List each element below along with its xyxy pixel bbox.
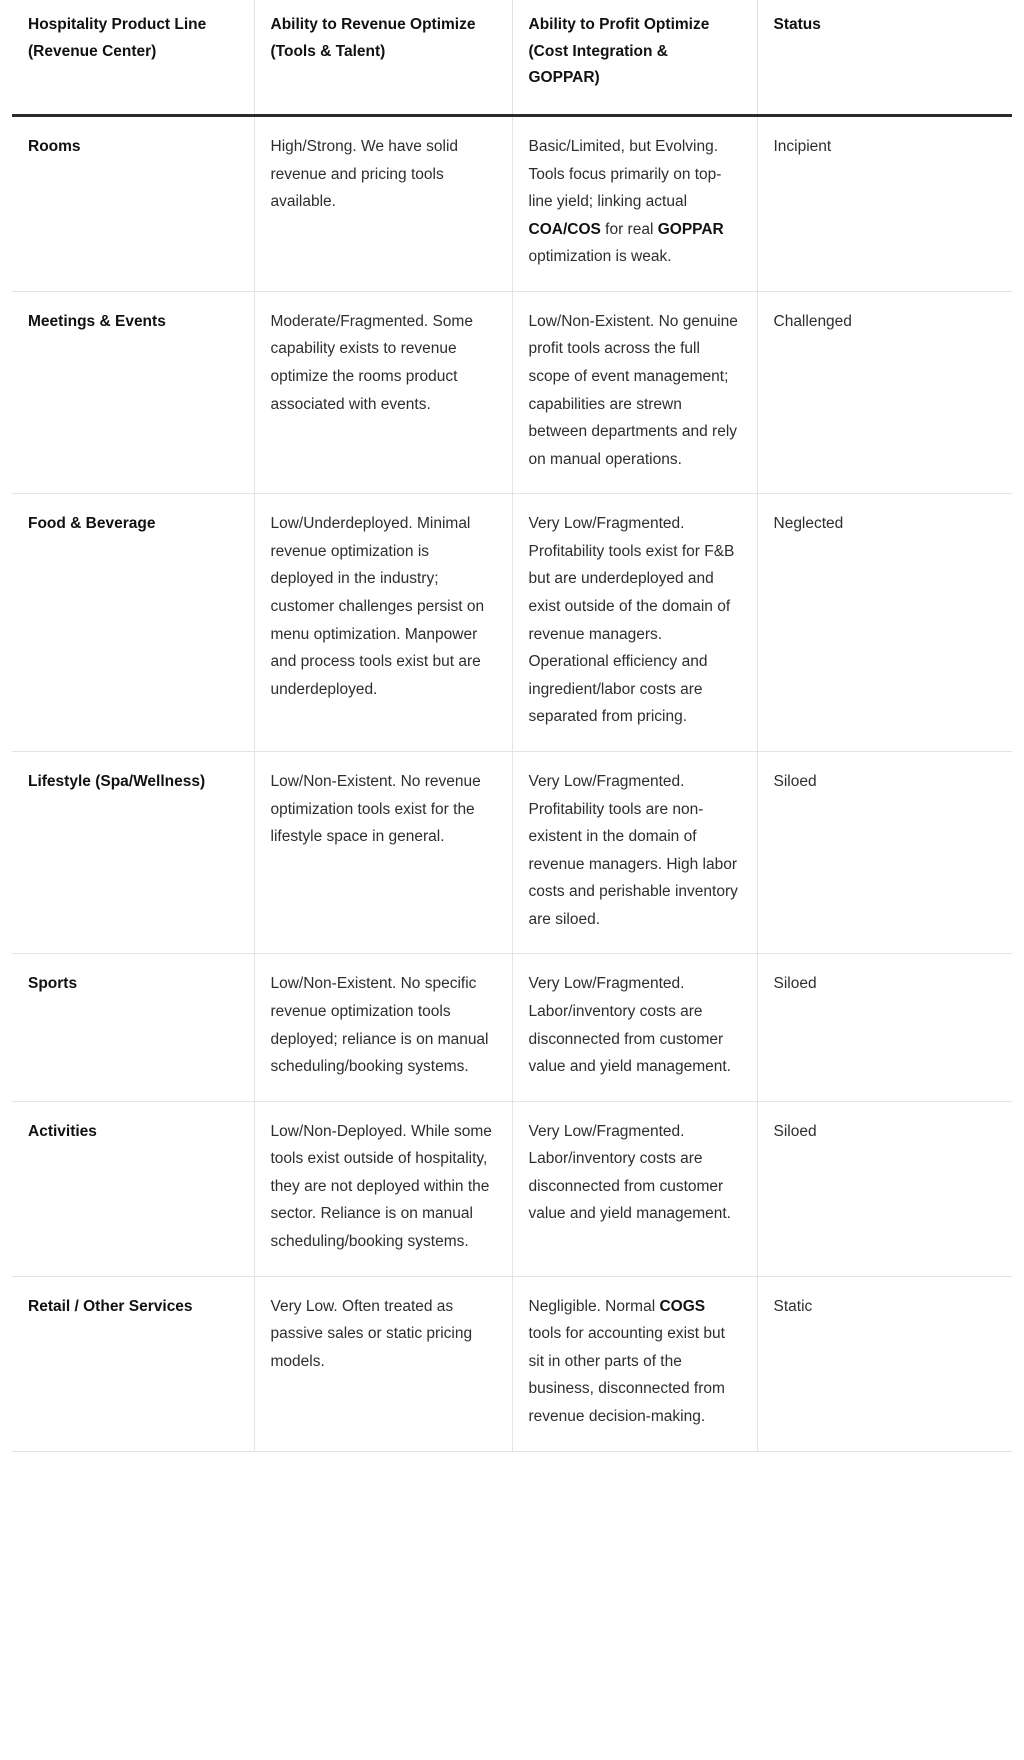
body-text: Low/Non-Existent. No genuine profit tools across the full scope of event management; capabilities are strewn between departments and rely on manual operations. [528, 312, 738, 468]
cell-product-line: Food & Beverage [12, 494, 254, 752]
cell-revenue-optimize: Very Low. Often treated as passive sales or static pricing models. [254, 1276, 512, 1451]
cell-revenue-optimize: Low/Non-Deployed. While some tools exist outside of hospitality, they are not deployed within the sector. Reliance is on manual scheduling/booking systems. [254, 1101, 512, 1276]
table-row [12, 115, 1012, 291]
body-text: Basic/Limited, but Evolving. Tools focus primarily on top-line yield; linking actual [528, 137, 722, 211]
emphasis-term: COA/COS [528, 220, 601, 238]
table-header [12, 0, 1012, 115]
cell-profit-optimize [512, 291, 757, 493]
cell-profit-optimize [512, 1101, 757, 1276]
optimization-capability-table [12, 0, 1012, 1452]
emphasis-term: COGS [659, 1297, 706, 1315]
table-row [12, 954, 1012, 1101]
table-row [12, 291, 1012, 493]
cell-revenue-optimize: Moderate/Fragmented. Some capability exists to revenue optimize the rooms product associated with events. [254, 291, 512, 493]
body-text: Very Low/Fragmented. Profitability tools are non-existent in the domain of revenue managers. High labor costs and perishable inventory are siloed. [528, 772, 738, 928]
cell-product-line: Rooms [12, 115, 254, 291]
status-badge: Incipient [757, 115, 1012, 291]
column-header-product-line: Hospitality Product Line (Revenue Center) [12, 0, 254, 115]
cell-profit-optimize [512, 494, 757, 752]
cell-revenue-optimize: Low/Non-Existent. No specific revenue optimization tools deployed; reliance is on manual scheduling/booking systems. [254, 954, 512, 1101]
column-header-profit-optimize: Ability to Profit Optimize (Cost Integration & GOPPAR) [512, 0, 757, 115]
table-row [12, 1101, 1012, 1276]
status-badge: Siloed [757, 954, 1012, 1101]
status-badge: Siloed [757, 1101, 1012, 1276]
cell-product-line: Retail / Other Services [12, 1276, 254, 1451]
cell-revenue-optimize: Low/Non-Existent. No revenue optimization tools exist for the lifestyle space in general. [254, 751, 512, 953]
body-text: Very Low/Fragmented. Labor/inventory costs are disconnected from customer value and yield management. [528, 975, 731, 1076]
body-text: Very Low/Fragmented. Profitability tools exist for F&B but are underdeployed and exist outside of the domain of revenue managers. Operational efficiency and ingredient/labor costs are separated from pricing. [528, 515, 735, 726]
cell-product-line: Sports [12, 954, 254, 1101]
status-badge: Challenged [757, 291, 1012, 493]
body-text: for real [600, 220, 658, 238]
body-text: Negligible. Normal [528, 1297, 660, 1315]
cell-product-line: Meetings & Events [12, 291, 254, 493]
cell-product-line: Activities [12, 1101, 254, 1276]
table-row [12, 494, 1012, 752]
emphasis-term: GOPPAR [657, 220, 724, 238]
status-badge: Static [757, 1276, 1012, 1451]
body-text: tools for accounting exist but sit in other parts of the business, disconnected from revenue decision-making. [528, 1325, 725, 1425]
cell-profit-optimize [512, 1276, 757, 1451]
cell-profit-optimize [512, 954, 757, 1101]
cell-revenue-optimize: High/Strong. We have solid revenue and pricing tools available. [254, 115, 512, 291]
table-header-row [12, 0, 1012, 115]
body-text: Very Low/Fragmented. Labor/inventory costs are disconnected from customer value and yield management. [528, 1122, 731, 1223]
cell-revenue-optimize: Low/Underdeployed. Minimal revenue optimization is deployed in the industry; customer challenges persist on menu optimization. Manpower and process tools exist but are underdeployed. [254, 494, 512, 752]
cell-product-line: Lifestyle (Spa/Wellness) [12, 751, 254, 953]
column-header-revenue-optimize: Ability to Revenue Optimize (Tools & Talent) [254, 0, 512, 115]
body-text: optimization is weak. [528, 248, 672, 266]
status-badge: Neglected [757, 494, 1012, 752]
cell-profit-optimize [512, 751, 757, 953]
table-row [12, 751, 1012, 953]
cell-profit-optimize [512, 115, 757, 291]
status-badge: Siloed [757, 751, 1012, 953]
column-header-status: Status [757, 0, 1012, 115]
table-body [12, 115, 1012, 1451]
table-row [12, 1276, 1012, 1451]
